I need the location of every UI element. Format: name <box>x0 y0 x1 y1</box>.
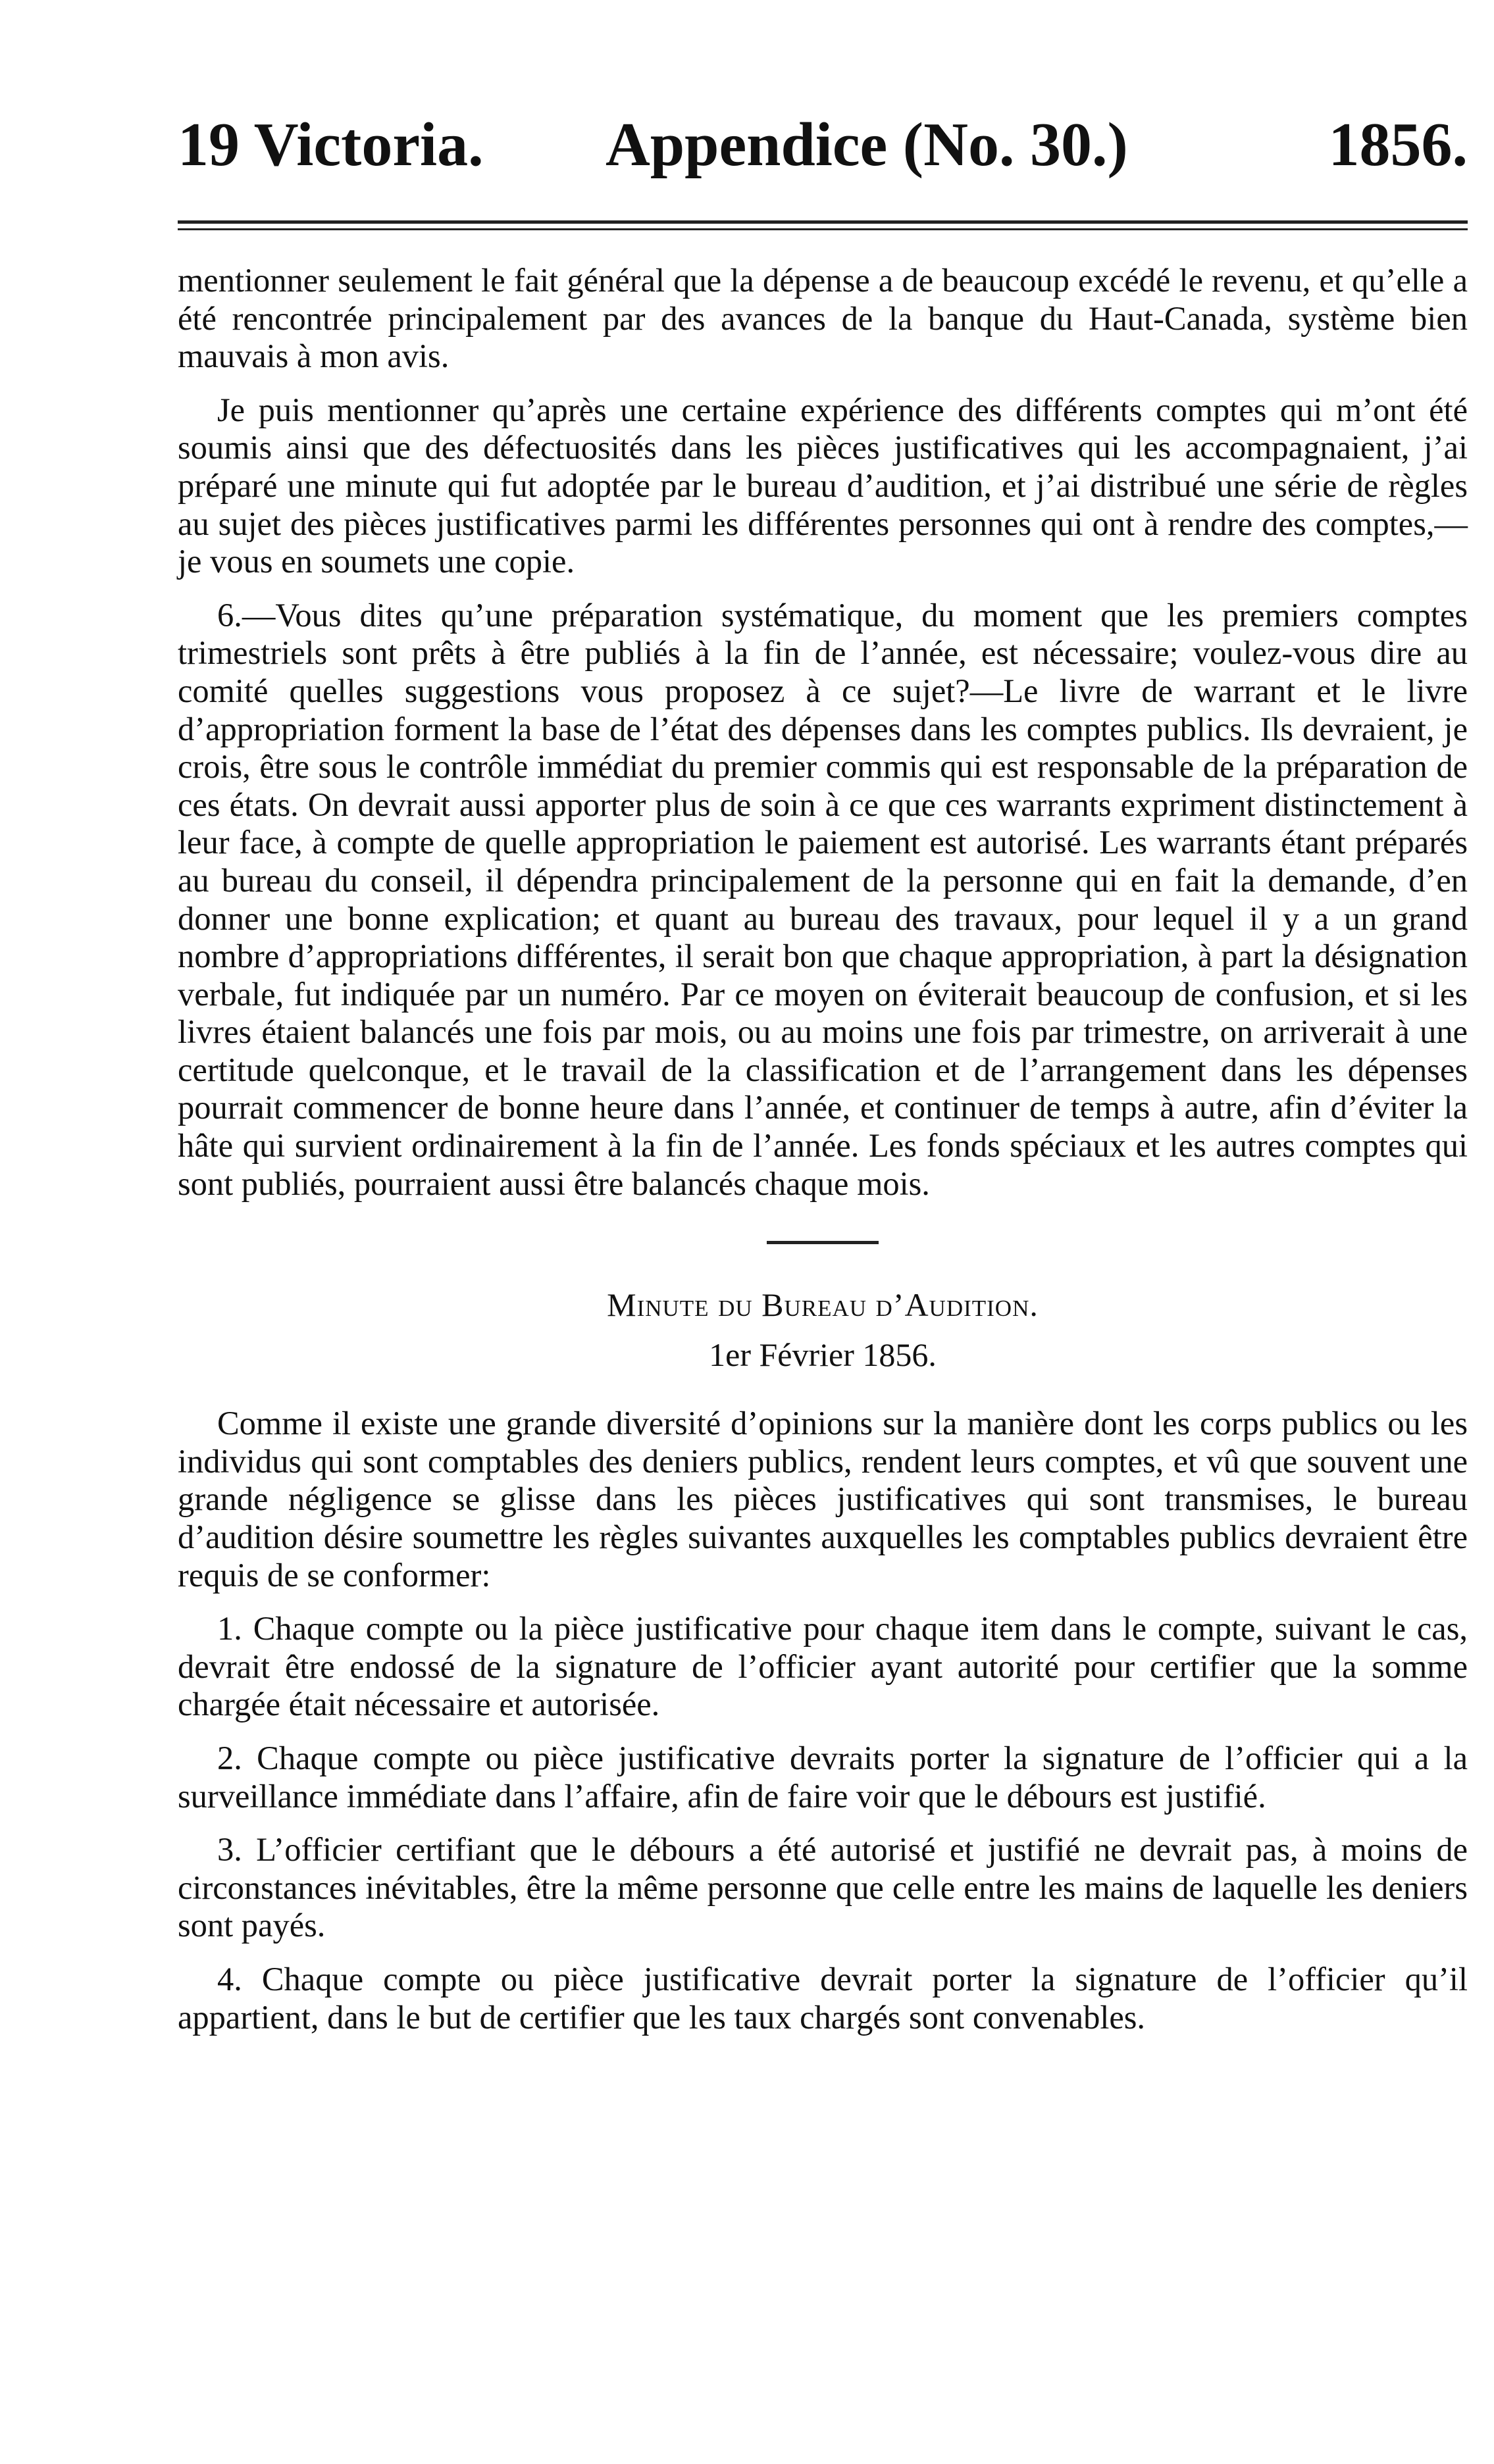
rule-item-3: 3. L’officier certifiant que le débours a été autorisé et justifié ne devrait pas, à moins de circonstances inévitables, être la même personne que celle entre les mains de laquelle les deniers sont payés. <box>178 1831 1468 1944</box>
rule-item-2: 2. Chaque compte ou pièce justificative devraits porter la signature de l’officier qui a la surveillance immédiate dans l’affaire, afin de faire voir que le débours est justifié. <box>178 1740 1468 1815</box>
minute-date: 1er Février 1856. <box>709 1336 937 1374</box>
section-separator <box>767 1241 879 1244</box>
header-appendix-number: Appendice (No. 30.) <box>605 111 1128 179</box>
rule-item-4: 4. Chaque compte ou pièce justificative devrait porter la signature de l’officier qu’il appartient, dans le but de certifier que les taux chargés sont convenables. <box>178 1960 1468 2036</box>
body-text <box>178 262 1468 2052</box>
header-rule-thin <box>178 228 1468 230</box>
running-header <box>178 109 1468 181</box>
paragraph-rules-mention: Je puis mentionner qu’après une certaine expérience des différents comptes qui m’ont été soumis ainsi que des défectuosités dans les pièces justificatives qui les accompagnaient, j’ai préparé une minute qui fut adoptée par le bureau d’audition, et j’ai distribué une série de règles au sujet des pièces justificatives parmi les différentes personnes qui ont à rendre des comptes,—je vous en soumets une copie. <box>178 391 1468 580</box>
rule-item-1: 1. Chaque compte ou la pièce justificative pour chaque item dans le compte, suivant le cas, devrait être endossé de la signature de l’officier ayant autorité pour certifier que la somme chargée était nécessaire et autorisée. <box>178 1610 1468 1723</box>
header-rule-thick <box>178 220 1468 224</box>
header-year: 1856. <box>1328 111 1468 179</box>
paragraph-continuation: mentionner seulement le fait général que la dépense a de beaucoup excédé le revenu, et qu’elle a été rencontrée principalement par des avances de la banque du Haut-Canada, système bien mauvais à mon avis. <box>178 262 1468 375</box>
minute-intro: Comme il existe une grande diversité d’opinions sur la manière dont les corps publics ou les individus qui sont comptables des deniers publics, rendent leurs comptes, et vû que souvent une grande négligence se glisse dans les pièces justificatives qui sont transmises, le bureau d’audition désire soumettre les règles suivantes auxquelles les comptables publics devraient être requis de se conformer: <box>178 1405 1468 1594</box>
paragraph-question-6: 6.—Vous dites qu’une préparation systématique, du moment que les premiers comptes trimestriels sont prêts à être publiés à la fin de l’année, est nécessaire; voulez-vous dire au comité quelles suggestions vous proposez à ce sujet?—Le livre de warrant et le livre d’appropriation forment la base de l’état des dépenses dans les comptes publics. Ils devraient, je crois, être sous le contrôle immédiat du premier commis qui est responsable de la préparation de ces états. On devrait aussi apporter plus de soin à ce que ces warrants expriment distinctement à leur face, à compte de quelle appropriation le paiement est autorisé. Les warrants étant préparés au bureau du conseil, il dépendra principalement de la personne qui en fait la demande, d’en donner une bonne explication; et quant au bureau des travaux, pour lequel il y a un grand nombre d’appropriations différentes, il serait bon que chaque appropriation, à part la désignation verbale, fut indiquée par un numéro. Par ce moyen on éviterait beaucoup de confusion, et si les livres étaient balancés une fois par mois, ou au moins une fois par trimestre, on arriverait à une certitude quelconque, et le travail de la classification et de l’arrangement dans les dépenses pourrait commencer de bonne heure dans l’année, et continuer de temps à autre, afin d’éviter la hâte qui survient ordinairement à la fin de l’année. Les fonds spéciaux et les autres comptes qui sont publiés, pourraient aussi être balancés chaque mois. <box>178 596 1468 1202</box>
minute-title: Minute du Bureau d’Audition. <box>607 1286 1039 1324</box>
header-regnal-year: 19 Victoria. <box>178 111 484 179</box>
